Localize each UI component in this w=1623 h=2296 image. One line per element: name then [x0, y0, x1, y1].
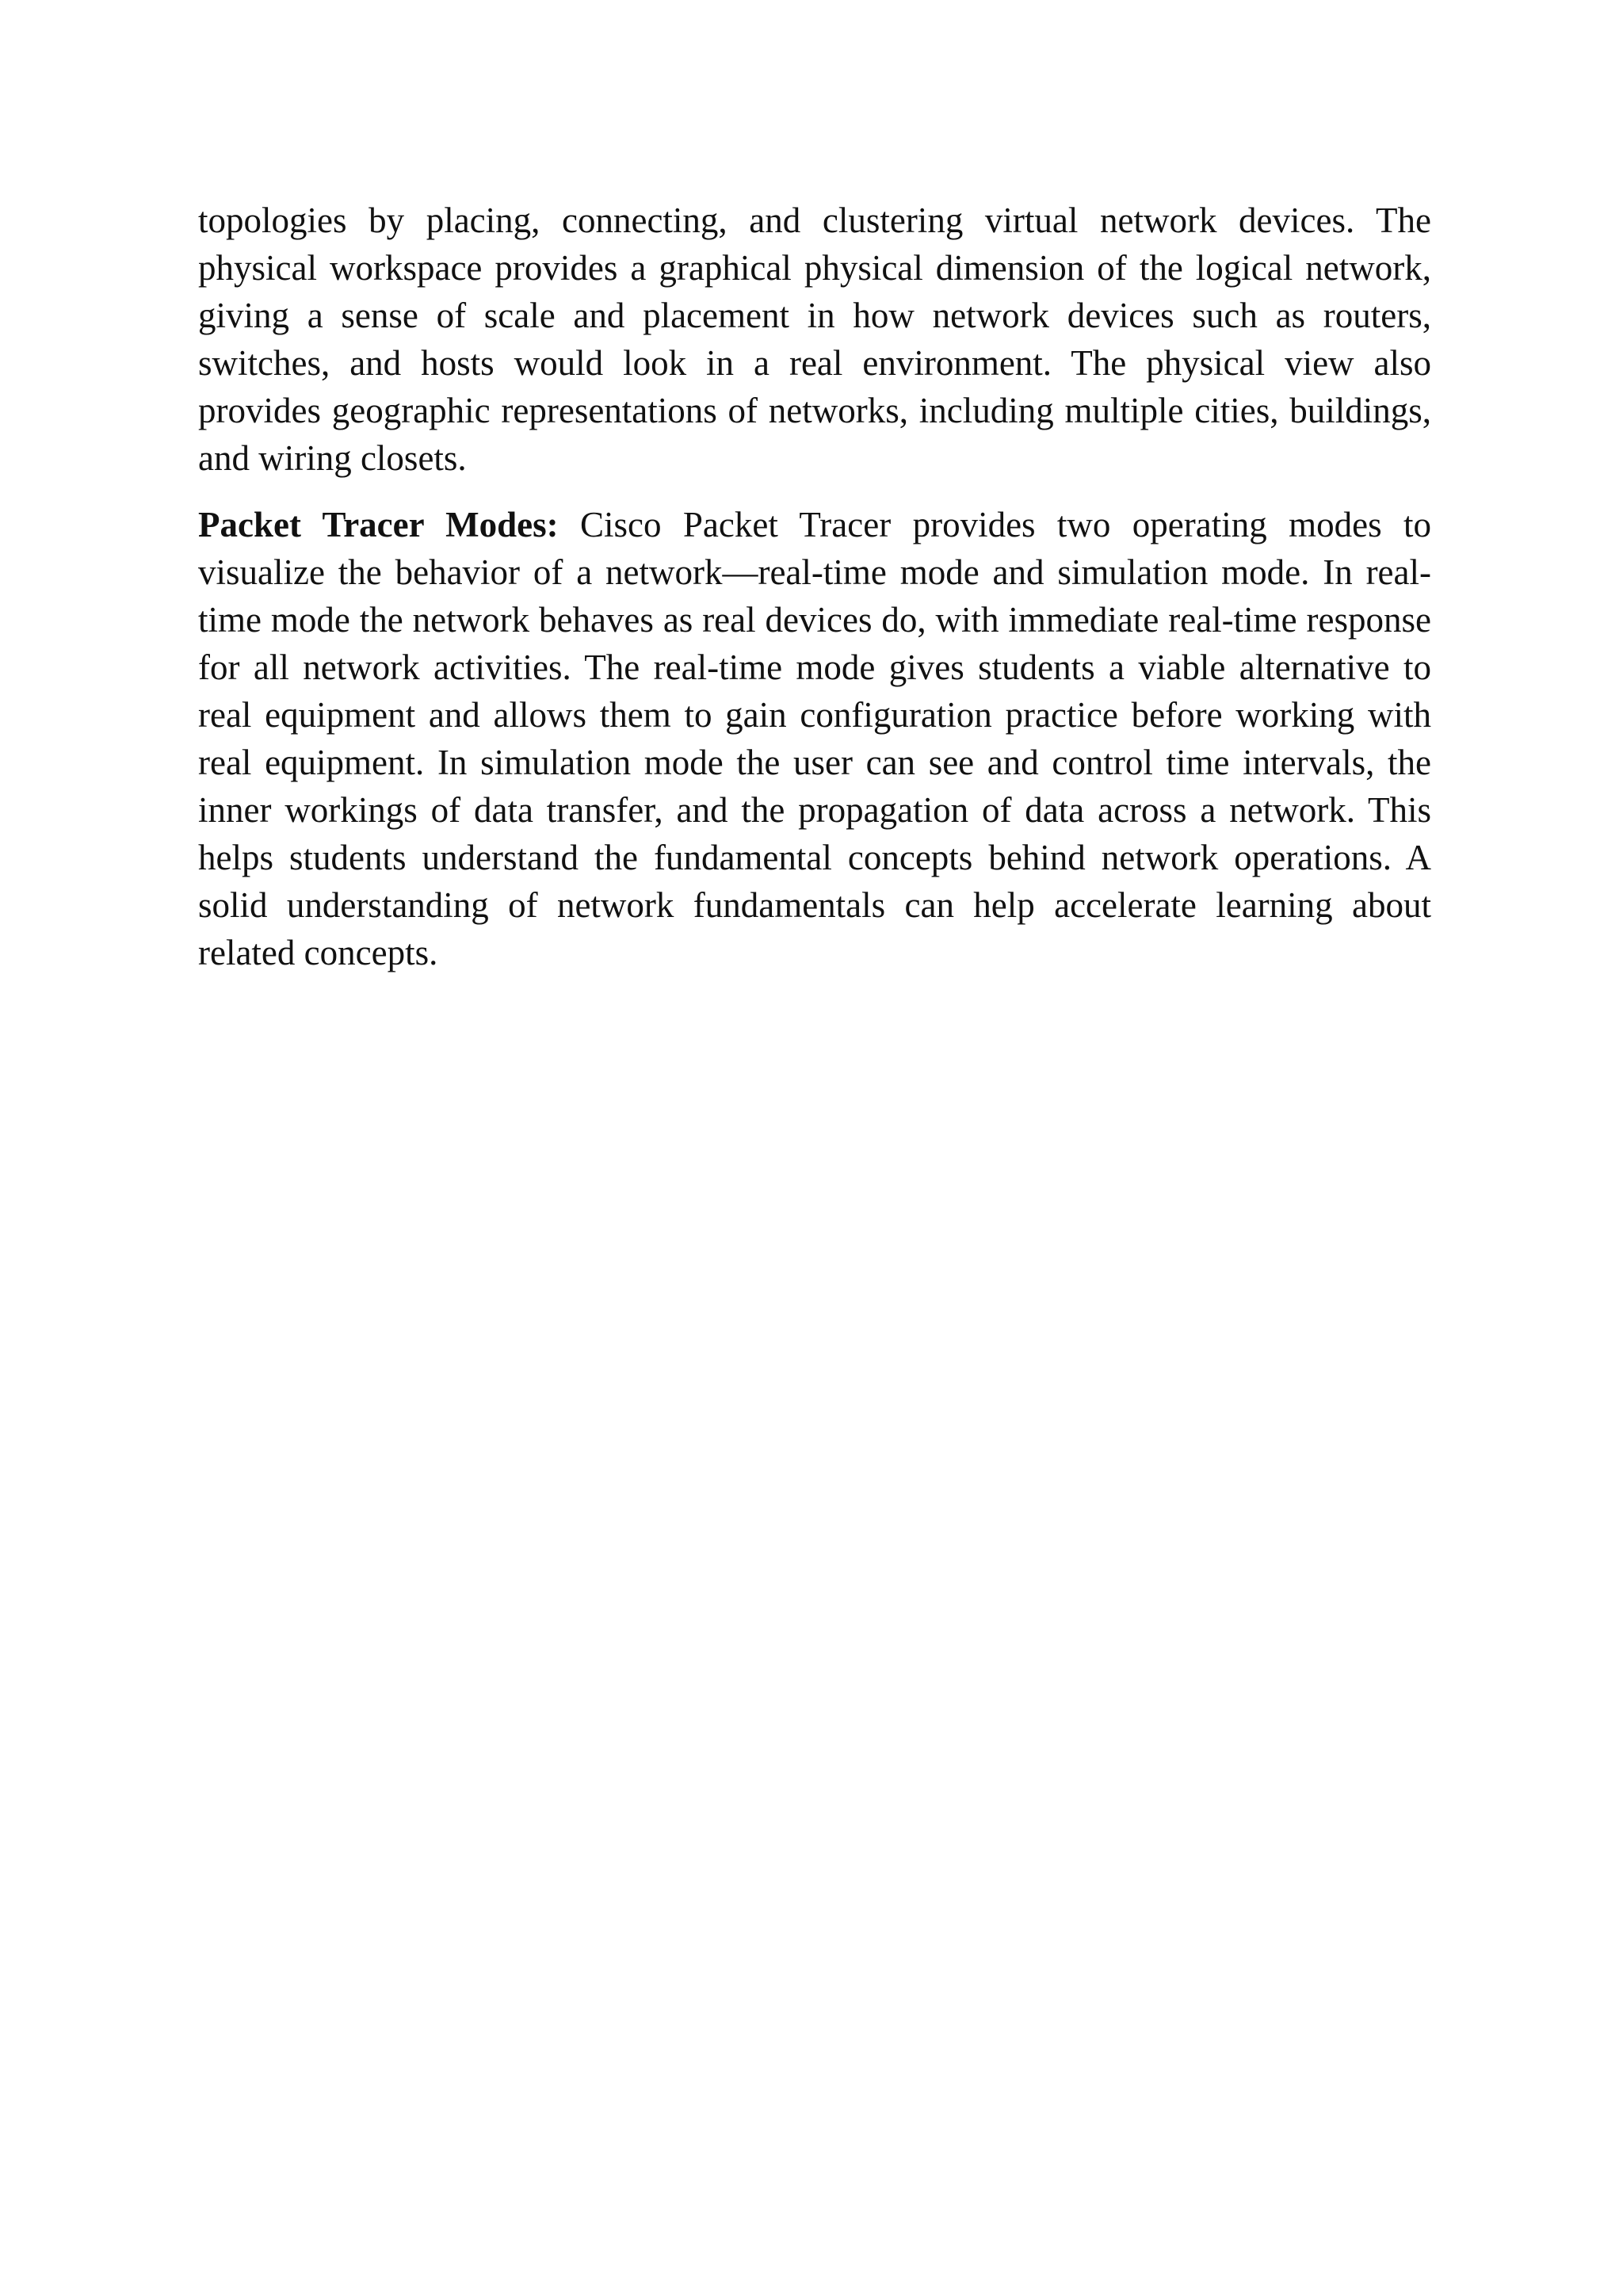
paragraph-body: Cisco Packet Tracer provides two operating modes to visualize the behavior of a network—real-time mode and simulation mode. In real-time mode the network behaves as real devices do, with immediate real-time response for all network activities. The real-time mode gives students a viable alternative to real equipment and allows them to gain configuration practice before working with real equipment. In simulation mode the user can see and control time intervals, the inner workings of data transfer, and the propagation of data across a network. This helps students understand the fundamental concepts behind network operations. A solid understanding of network fundamentals can help accelerate learning about related concepts. — [198, 505, 1431, 972]
paragraph-packet-tracer-modes — [198, 501, 1431, 976]
paragraph-body: topologies by placing, connecting, and clustering virtual network devices. The physical workspace provides a graphical physical dimension of the logical network, giving a sense of scale and placement in how network devices such as routers, switches, and hosts would look in a real environment. The physical view also provides geographic representations of networks, including multiple cities, buildings, and wiring closets. — [198, 201, 1431, 478]
paragraph-physical-workspace — [198, 197, 1431, 482]
body-text — [198, 197, 1431, 976]
paragraph-lead-heading: Packet Tracer Modes: — [198, 505, 559, 544]
